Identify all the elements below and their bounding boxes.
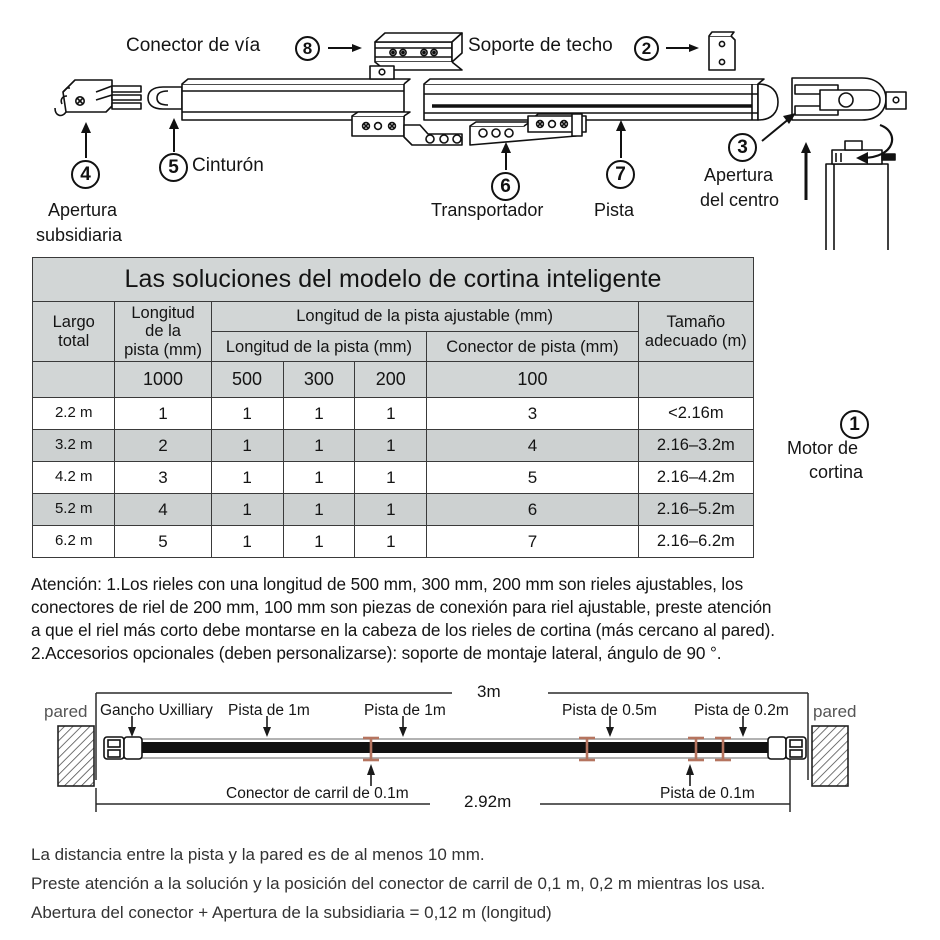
curtain-model-solutions-table <box>32 257 754 558</box>
label-ceiling-support: Soporte de techo <box>468 35 613 56</box>
label-carrier: Transportador <box>431 200 544 220</box>
cell-300: 1 <box>283 461 355 493</box>
callout-number-6: 6 <box>491 172 520 201</box>
table-header-row-sizes <box>33 362 754 397</box>
cell-1000: 2 <box>115 429 211 461</box>
label-track: Pista <box>594 200 635 220</box>
header-track-length-l3: pista (mm) <box>124 340 202 359</box>
cell-total: 2.2 m <box>33 397 115 429</box>
header-suitable-size-l1: Tamaño <box>666 313 726 332</box>
header-total-length-l2: total <box>58 331 90 350</box>
label-belt: Cinturón <box>192 155 264 176</box>
cell-suitable: <2.16m <box>638 397 753 429</box>
cell-suitable: 2.16–5.2m <box>638 493 753 525</box>
right-rail-body <box>424 79 778 120</box>
cell-total: 6.2 m <box>33 525 115 557</box>
cell-total: 4.2 m <box>33 461 115 493</box>
callout-arrow-8 <box>328 44 362 52</box>
label-center-opening-l1: Apertura <box>704 165 774 185</box>
header-track-connector: Conector de pista (mm) <box>427 332 638 362</box>
auxiliary-hook-right <box>768 737 806 759</box>
right-end-coupler-part <box>792 78 906 120</box>
cell-total: 5.2 m <box>33 493 115 525</box>
callout-number-2: 2 <box>634 36 659 61</box>
ceiling-bracket-part <box>709 32 735 70</box>
cell-1000: 3 <box>115 461 211 493</box>
cell-1000: 1 <box>115 397 211 429</box>
cell-suitable: 2.16–6.2m <box>638 525 753 557</box>
cell-200: 1 <box>355 461 427 493</box>
auxiliary-hook-left <box>104 737 142 759</box>
cell-200: 1 <box>355 525 427 557</box>
dimension-label-292m: 2.92m <box>464 792 512 811</box>
cell-1000: 4 <box>115 493 211 525</box>
table-row <box>33 461 754 493</box>
wall-right-block <box>812 726 848 786</box>
header-total-length-l1: Largo <box>52 313 95 332</box>
cell-100: 5 <box>427 461 638 493</box>
label-subsidiary-opening-l1: Apertura <box>48 200 118 220</box>
cell-100: 4 <box>427 429 638 461</box>
size-300: 300 <box>283 362 355 397</box>
label-subsidiary-opening-l2: subsidiaria <box>36 225 123 245</box>
header-suitable-size-l2: adecuado (m) <box>644 331 747 350</box>
cell-200: 1 <box>355 397 427 429</box>
label-track-05m: Pista de 0.5m <box>562 702 657 719</box>
callout-arrow-2 <box>666 44 699 52</box>
size-500: 500 <box>211 362 283 397</box>
table-title-row <box>33 258 754 302</box>
cell-1000: 5 <box>115 525 211 557</box>
footer-line-3: Abertura del conector + Apertura de la subsidiaria = 0,12 m (longitud) <box>31 903 552 922</box>
cell-100: 7 <box>427 525 638 557</box>
footer-line-1: La distancia entre la pista y la pared es de al menos 10 mm. <box>31 845 485 864</box>
track-connector-part <box>375 33 462 70</box>
callout-number-3: 3 <box>728 133 757 162</box>
belt-part <box>148 87 182 109</box>
table-row <box>33 397 754 429</box>
wall-label-left: pared <box>44 702 88 721</box>
cell-suitable: 2.16–3.2m <box>638 429 753 461</box>
size-header-blank <box>33 362 115 397</box>
cell-200: 1 <box>355 429 427 461</box>
curtain-motor-part <box>801 125 895 250</box>
cell-500: 1 <box>211 429 283 461</box>
size-200: 200 <box>355 362 427 397</box>
notice-line-4: 2.Accesorios opcionales (deben personalizarse): soporte de montaje lateral, ángulo de 90 °. <box>31 643 722 663</box>
callout-number-5: 5 <box>159 153 188 182</box>
cell-300: 1 <box>283 397 355 429</box>
label-track-1m-b: Pista de 1m <box>364 702 446 719</box>
cell-200: 1 <box>355 493 427 525</box>
cell-500: 1 <box>211 397 283 429</box>
cell-500: 1 <box>211 525 283 557</box>
label-track-connector: Conector de vía <box>126 35 261 56</box>
table-title: Las soluciones del modelo de cortina inteligente <box>33 258 754 302</box>
table-row <box>33 429 754 461</box>
cell-300: 1 <box>283 429 355 461</box>
size-1000: 1000 <box>115 362 211 397</box>
left-end-cap-part <box>55 80 141 115</box>
notice-line-2: conectores de riel de 200 mm, 100 mm son piezas de conexión para riel ajustable, preste atención <box>31 597 772 617</box>
cell-300: 1 <box>283 525 355 557</box>
label-track-1m-a: Pista de 1m <box>228 702 310 719</box>
cell-500: 1 <box>211 493 283 525</box>
wall-label-right: pared <box>813 702 857 721</box>
table-header-row-1 <box>33 302 754 332</box>
header-track-length-l1: Longitud <box>131 304 195 322</box>
wall-left-block <box>58 726 94 786</box>
cell-suitable: 2.16–4.2m <box>638 461 753 493</box>
footer-line-2: Preste atención a la solución y la posición del conector de carril de 0,1 m, 0,2 m mientras los usa. <box>31 874 766 893</box>
callout-number-8: 8 <box>295 36 320 61</box>
cell-100: 3 <box>427 397 638 429</box>
label-curtain-motor-l1: Motor de <box>787 438 859 458</box>
header-adjustable-track: Longitud de la pista (mm) <box>211 332 427 362</box>
cell-total: 3.2 m <box>33 429 115 461</box>
dimension-label-3m: 3m <box>477 682 501 701</box>
header-suitable-size <box>638 302 753 362</box>
callout-number-7: 7 <box>606 160 635 189</box>
header-total-length <box>33 302 115 362</box>
header-adjustable-group: Longitud de la pista ajustable (mm) <box>211 302 638 332</box>
table-row <box>33 525 754 557</box>
label-track-01m: Pista de 0.1m <box>660 785 755 802</box>
cell-100: 6 <box>427 493 638 525</box>
callout-number-1: 1 <box>840 410 869 439</box>
callout-number-4: 4 <box>71 160 100 189</box>
notice-line-3: a que el riel más corto debe montarse en la cabeza de los rieles de cortina (más cercano al pared). <box>31 620 775 640</box>
cell-300: 1 <box>283 493 355 525</box>
header-track-length <box>115 302 211 362</box>
label-track-02m: Pista de 0.2m <box>694 702 789 719</box>
table-row <box>33 493 754 525</box>
size-100: 100 <box>427 362 638 397</box>
label-rail-connector-01m: Conector de carril de 0.1m <box>226 785 409 802</box>
cell-500: 1 <box>211 461 283 493</box>
label-center-opening-l2: del centro <box>700 190 780 210</box>
header-track-length-l2: de la <box>145 322 181 341</box>
installation-diagram <box>0 680 940 830</box>
notice-line-1: Atención: 1.Los rieles con una longitud de 500 mm, 300 mm, 200 mm son rieles ajustables, los <box>31 574 744 594</box>
label-auxiliary-hook: Gancho Uxilliary <box>100 702 213 719</box>
size-header-blank-2 <box>638 362 753 397</box>
label-curtain-motor-l2: cortina <box>809 462 864 482</box>
